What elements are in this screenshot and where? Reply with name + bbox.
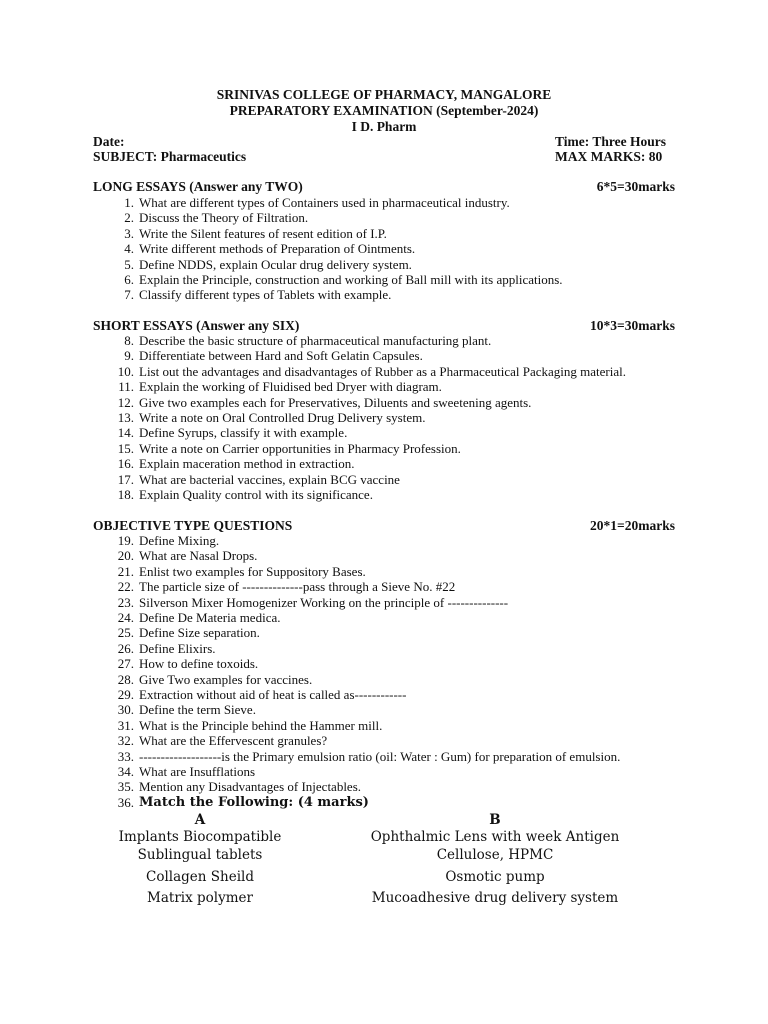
match-a-4: Matrix polymer — [147, 890, 253, 906]
question-row — [0, 671, 313, 687]
question-text: Give Two examples for vaccines. — [139, 671, 313, 687]
section-objective — [93, 518, 675, 534]
question-row — [0, 563, 366, 579]
question-number: 19. — [117, 533, 134, 548]
question-text: What are Nasal Drops. — [139, 548, 258, 564]
question-text: Classify different types of Tablets with example. — [139, 287, 392, 303]
question-number: 36. — [117, 794, 134, 810]
question-text: -------------------is the Primary emulsion ratio (oil: Water : Gum) for preparation of emulsion. — [139, 748, 621, 764]
question-number: 2. — [124, 210, 134, 226]
match-a-2: Sublingual tablets — [137, 847, 263, 863]
question-text: What are the Effervescent granules? — [139, 733, 328, 749]
question-number: 21. — [117, 563, 134, 579]
question-number: 15. — [117, 440, 134, 456]
question-row — [0, 687, 407, 702]
question-row — [0, 594, 509, 610]
question-row — [0, 440, 461, 456]
question-number: 31. — [117, 717, 134, 733]
question-row — [0, 656, 259, 672]
question-number: 14. — [117, 425, 134, 441]
match-a-3: Collagen Sheild — [146, 869, 254, 885]
time-label: Time: Three Hours — [555, 134, 666, 149]
question-row — [0, 225, 387, 241]
question-row — [0, 610, 281, 625]
question-text: Write a note on Oral Controlled Drug Delivery system. — [139, 410, 426, 425]
question-row — [0, 195, 510, 210]
question-number: 35. — [117, 779, 134, 795]
question-row — [0, 533, 220, 548]
max-marks-label: MAX MARKS: 80 — [555, 149, 663, 164]
question-text: Describe the basic structure of pharmaceutical manufacturing plant. — [139, 333, 492, 348]
question-row — [0, 548, 258, 564]
question-number: 22. — [117, 579, 134, 595]
question-row — [0, 748, 621, 764]
question-number: 27. — [117, 656, 134, 672]
question-number: 16. — [117, 456, 134, 472]
question-text: What are different types of Containers used in pharmaceutical industry. — [139, 195, 510, 210]
question-row — [0, 348, 423, 364]
question-row — [0, 471, 400, 487]
question-number: 12. — [117, 394, 134, 410]
question-number: 26. — [117, 640, 134, 656]
question-row — [0, 779, 362, 795]
question-number: 7. — [124, 287, 134, 303]
question-number: 9. — [124, 348, 134, 364]
question-number: 4. — [124, 241, 134, 257]
match-column-a-header: A — [194, 812, 206, 828]
question-text: Write a note on Carrier opportunities in Pharmacy Profession. — [139, 440, 461, 456]
question-text: What is the Principle behind the Hammer mill. — [139, 717, 383, 733]
question-row — [0, 410, 426, 425]
question-text: Mention any Disadvantages of Injectables. — [139, 779, 362, 795]
question-row — [0, 287, 392, 303]
question-text: Explain maceration method in extraction. — [139, 456, 355, 472]
question-number: 24. — [117, 610, 134, 625]
question-row — [0, 256, 412, 272]
question-text: List out the advantages and disadvantages of Rubber as a Pharmaceutical Packaging material. — [139, 363, 626, 379]
question-row — [0, 241, 416, 257]
question-text: Define Size separation. — [139, 625, 260, 641]
question-number: 11. — [118, 379, 134, 395]
match-b-3: Osmotic pump — [445, 869, 545, 885]
question-number: 13. — [117, 410, 134, 425]
question-number: 28. — [117, 671, 134, 687]
question-text: Discuss the Theory of Filtration. — [139, 210, 309, 226]
question-row — [0, 717, 383, 733]
question-row — [0, 579, 456, 595]
subject-label: SUBJECT: Pharmaceutics — [93, 149, 247, 164]
question-number: 23. — [117, 594, 134, 610]
question-text: Match the Following: (4 marks) — [139, 794, 369, 810]
question-text: Differentiate between Hard and Soft Gelatin Capsules. — [139, 348, 423, 364]
question-number: 34. — [117, 764, 134, 779]
question-text: Extraction without aid of heat is called as------------ — [139, 687, 407, 702]
question-row — [0, 764, 255, 779]
question-number: 18. — [117, 487, 134, 502]
question-text: Define Mixing. — [139, 533, 220, 548]
question-text: Write different methods of Preparation of Ointments. — [139, 241, 416, 257]
question-row — [0, 625, 260, 641]
question-number: 3. — [124, 225, 134, 241]
section-short-essays — [93, 318, 675, 334]
question-text: Define Syrups, classify it with example. — [139, 425, 348, 441]
question-row — [0, 702, 256, 718]
question-row — [0, 394, 532, 410]
section-title: SHORT ESSAYS (Answer any SIX) — [93, 318, 300, 333]
section-long-essays — [93, 179, 675, 195]
match-b-1: Ophthalmic Lens with week Antigen — [370, 829, 620, 845]
question-row — [0, 425, 348, 441]
question-text: What are Insufflations — [139, 764, 255, 779]
match-column-b-header: B — [489, 812, 501, 828]
question-text: Explain the Principle, construction and working of Ball mill with its applications. — [139, 272, 563, 287]
question-text: Define De Materia medica. — [139, 610, 281, 625]
question-row — [0, 210, 309, 226]
question-row — [0, 456, 355, 472]
question-number: 33. — [117, 748, 134, 764]
course-name: I D. Pharm — [351, 119, 417, 134]
question-number: 10. — [117, 363, 134, 379]
question-text: The particle size of --------------pass through a Sieve No. #22 — [139, 579, 456, 595]
question-row — [0, 272, 563, 287]
section-marks: 20*1=20marks — [590, 518, 675, 533]
question-number: 25. — [117, 625, 134, 641]
question-number: 6. — [124, 272, 134, 287]
question-row — [0, 363, 626, 379]
question-row — [0, 379, 442, 395]
section-title: OBJECTIVE TYPE QUESTIONS — [93, 518, 293, 533]
question-text: Define the term Sieve. — [139, 702, 256, 718]
question-text: What are bacterial vaccines, explain BCG vaccine — [139, 471, 400, 487]
question-number: 30. — [117, 702, 134, 718]
question-number: 32. — [117, 733, 134, 749]
section-marks: 10*3=30marks — [590, 318, 675, 333]
question-row — [0, 733, 328, 749]
question-text: Give two examples each for Preservatives, Diluents and sweetening agents. — [139, 394, 532, 410]
question-number: 29. — [117, 687, 134, 702]
exam-title: PREPARATORY EXAMINATION (September-2024) — [229, 103, 539, 118]
question-text: How to define toxoids. — [139, 656, 259, 672]
question-text: Silverson Mixer Homogenizer Working on the principle of -------------- — [139, 594, 509, 610]
question-text: Explain Quality control with its significance. — [139, 487, 373, 502]
question-text: Enlist two examples for Suppository Bases. — [139, 563, 366, 579]
question-number: 8. — [124, 333, 134, 348]
question-number: 20. — [117, 548, 134, 564]
question-row — [0, 487, 373, 502]
section-title: LONG ESSAYS (Answer any TWO) — [93, 179, 303, 194]
question-text: Write the Silent features of resent edition of I.P. — [139, 225, 387, 241]
question-row — [0, 640, 216, 656]
date-label: Date: — [93, 134, 125, 149]
question-number: 5. — [124, 256, 134, 272]
question-text: Define NDDS, explain Ocular drug delivery system. — [139, 256, 412, 272]
match-b-4: Mucoadhesive drug delivery system — [371, 890, 619, 906]
question-text: Define Elixirs. — [139, 640, 216, 656]
question-text: Explain the working of Fluidised bed Dryer with diagram. — [139, 379, 442, 395]
question-row — [0, 333, 492, 348]
college-name: SRINIVAS COLLEGE OF PHARMACY, MANGALORE — [216, 87, 552, 102]
section-marks: 6*5=30marks — [596, 179, 675, 194]
question-number: 1. — [124, 195, 134, 210]
match-a-1: Implants Biocompatible — [118, 829, 282, 845]
match-b-2: Cellulose, HPMC — [436, 847, 554, 863]
question-number: 17. — [117, 471, 134, 487]
question-row — [0, 794, 369, 810]
